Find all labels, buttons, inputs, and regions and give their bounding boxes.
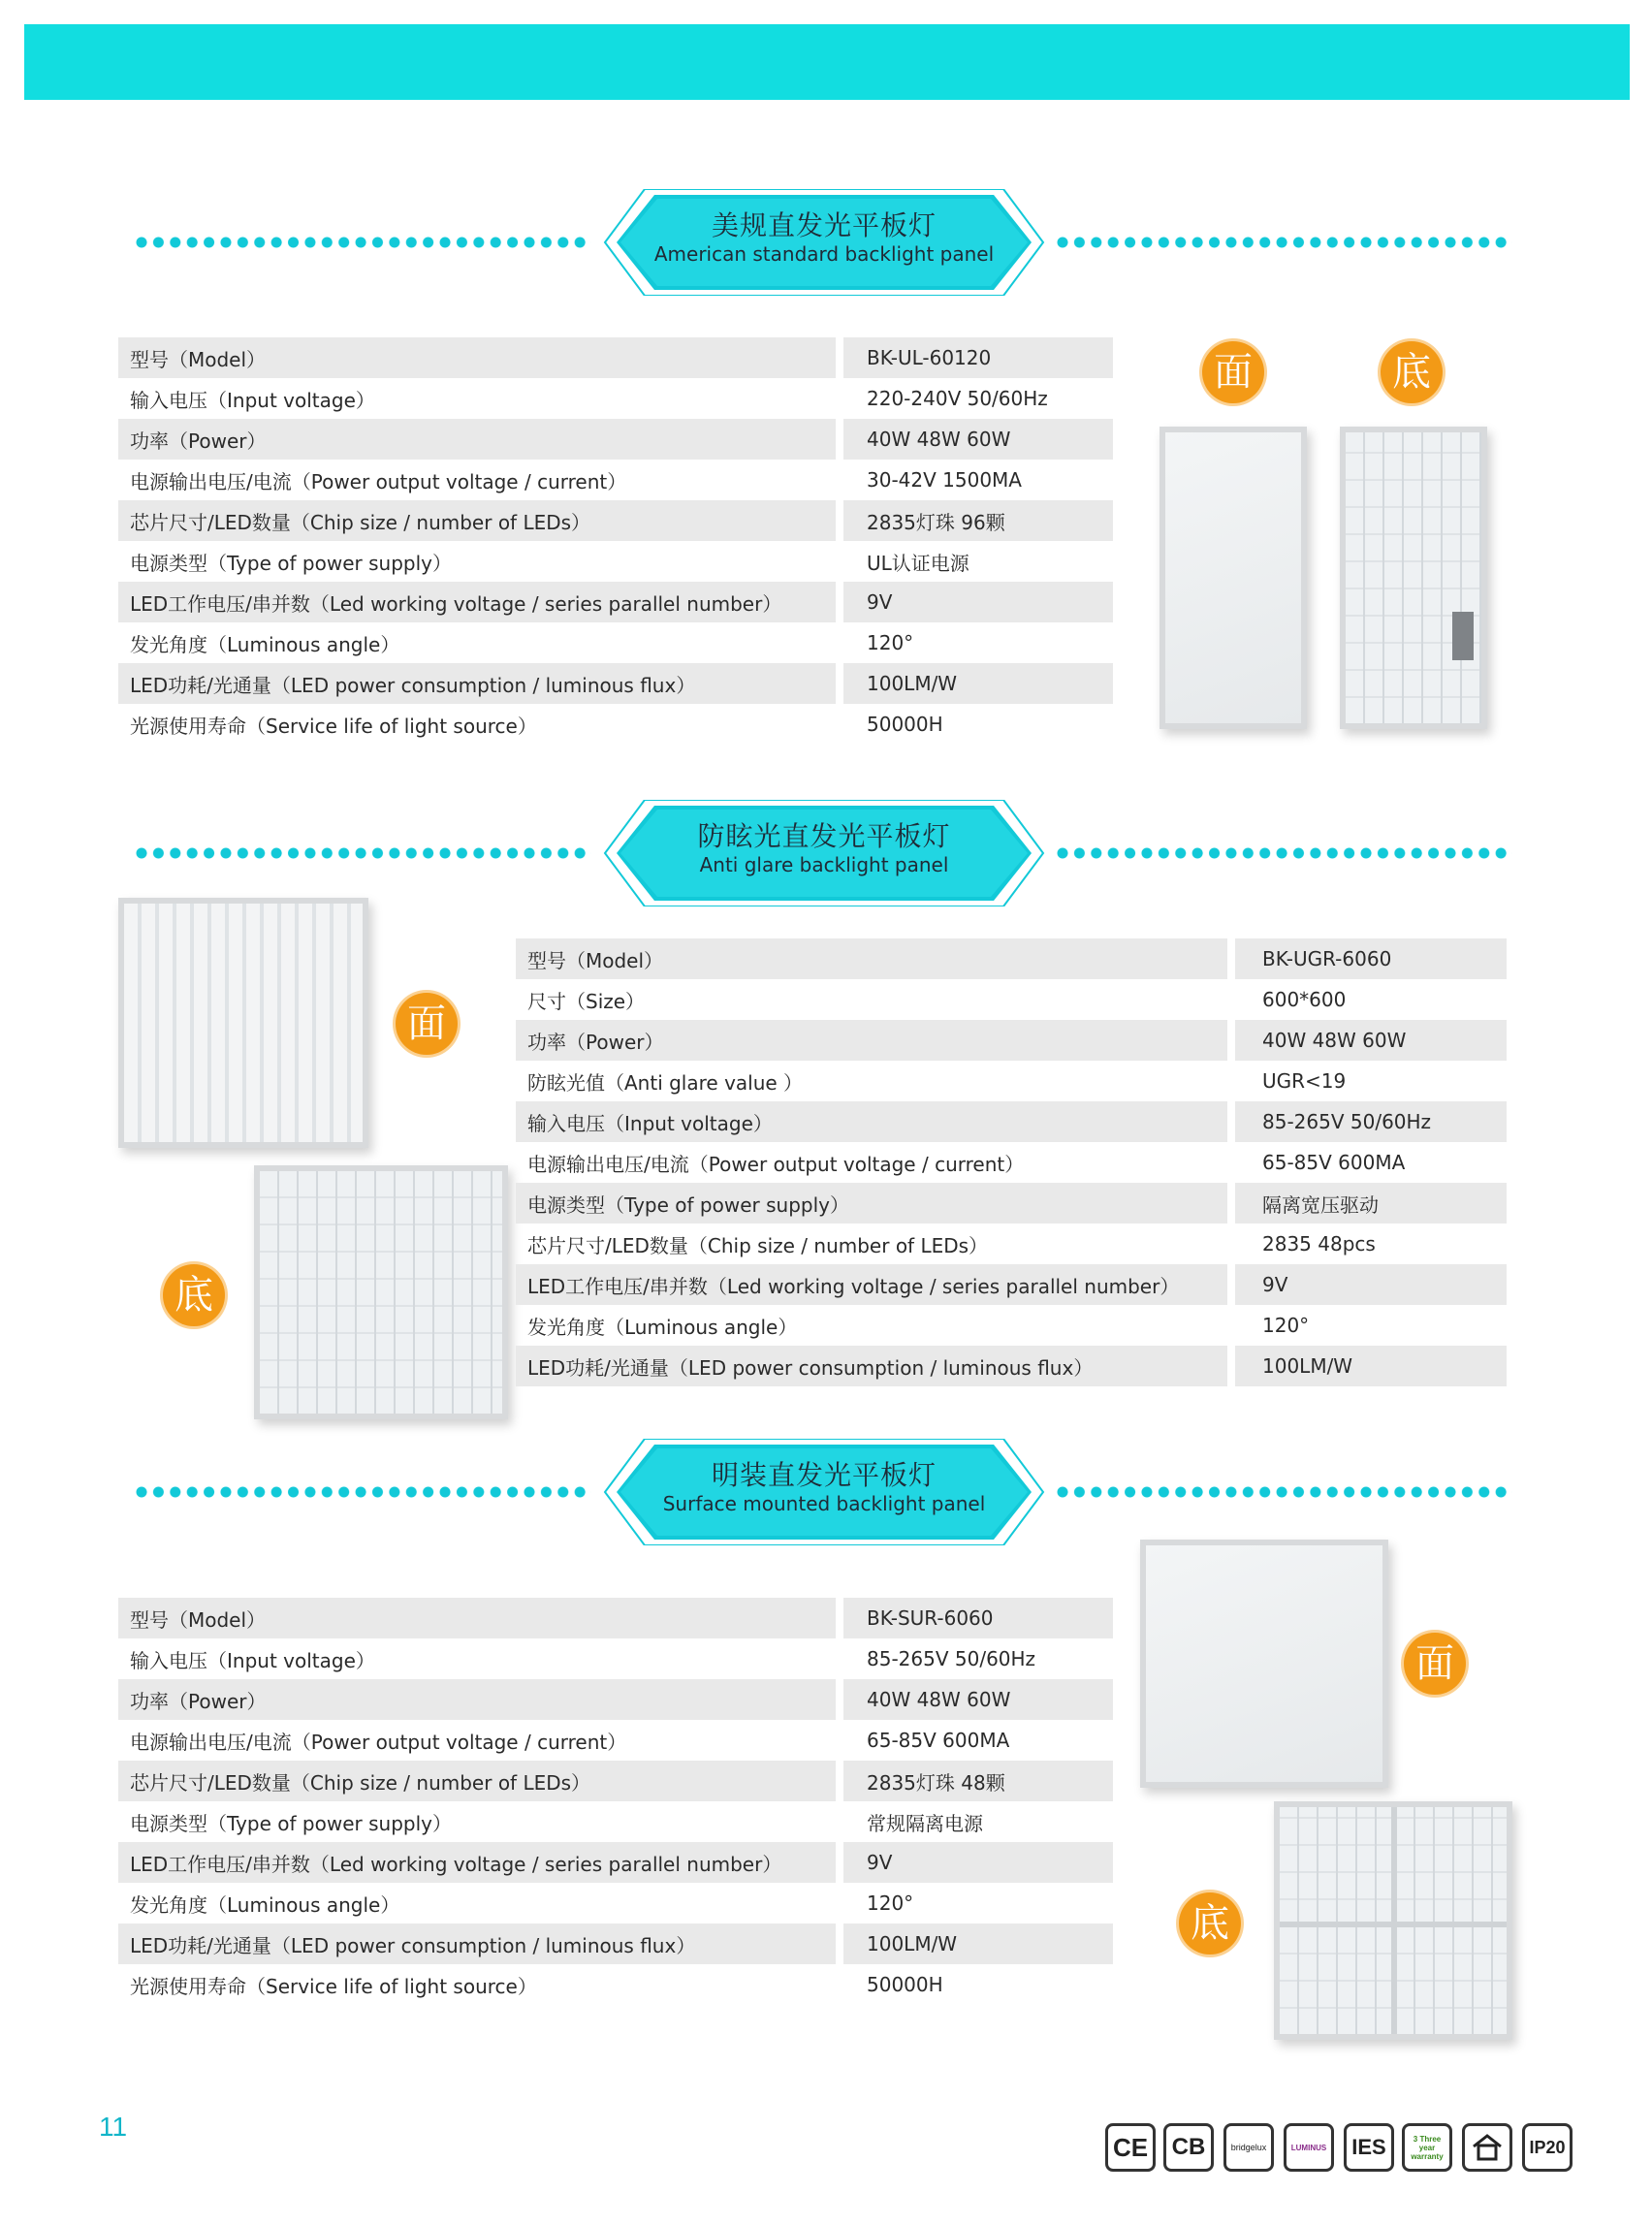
spec-row — [118, 378, 1113, 419]
spec-row — [118, 1720, 1113, 1761]
front-badge: 面 — [1202, 341, 1264, 403]
spec-value: 隔离宽压驱动 — [1235, 1183, 1507, 1224]
spec-label: 发光角度（Luminous angle） — [130, 632, 400, 656]
spec-row — [516, 979, 1507, 1020]
spec-row — [118, 1923, 1113, 1964]
spec-label: 电源输出电压/电流（Power output voltage / current） — [130, 469, 627, 493]
section-title-en: Anti glare backlight panel — [699, 853, 949, 876]
driver-box — [1452, 612, 1474, 660]
spec-row — [118, 704, 1113, 745]
spec-row — [118, 1761, 1113, 1801]
section-title-cn: 美规直发光平板灯 — [711, 209, 937, 241]
spec-row — [516, 1305, 1507, 1346]
dotted-rule-right — [1057, 237, 1512, 248]
spec-label: 芯片尺寸/LED数量（Chip size / number of LEDs） — [527, 1233, 989, 1257]
spec-row — [516, 1061, 1507, 1101]
spec-label: 光源使用寿命（Service life of light source） — [130, 1974, 537, 1998]
spec-value: 40W 48W 60W — [843, 419, 1113, 460]
spec-label: LED功耗/光通量（LED power consumption / luminous flux） — [118, 663, 836, 704]
spec-row — [516, 938, 1507, 979]
spec-row — [118, 541, 1113, 582]
spec-value: 100LM/W — [843, 1923, 1113, 1964]
spec-label: 防眩光值（Anti glare value ） — [527, 1070, 804, 1095]
spec-value: 2835 48pcs — [1262, 1232, 1376, 1256]
spec-value: 600*600 — [1262, 988, 1347, 1011]
spec-value: 2835灯珠 96颗 — [843, 500, 1113, 541]
spec-label: LED工作电压/串并数（Led working voltage / series parallel number） — [516, 1264, 1227, 1305]
spec-value: BK-UL-60120 — [843, 337, 1113, 378]
spec-label: LED工作电压/串并数（Led working voltage / series parallel number） — [118, 1842, 836, 1883]
panel-divider — [1391, 1807, 1397, 2034]
spec-value: BK-SUR-6060 — [843, 1598, 1113, 1638]
spec-value: 30-42V 1500MA — [867, 468, 1022, 492]
dotted-rule-left — [136, 847, 591, 859]
spec-table — [508, 938, 1514, 1386]
spec-value: 50000H — [867, 713, 943, 736]
spec-value: 2835灯珠 48颗 — [843, 1761, 1113, 1801]
spec-row — [516, 1183, 1507, 1224]
spec-value: 120° — [1262, 1314, 1310, 1337]
spec-row — [118, 1801, 1113, 1842]
dotted-rule-right — [1057, 1486, 1512, 1498]
spec-value: 85-265V 50/60Hz — [1235, 1101, 1507, 1142]
spec-label: 功率（Power） — [516, 1020, 1227, 1061]
spec-value: 220-240V 50/60Hz — [867, 387, 1048, 410]
spec-label: 输入电压（Input voltage） — [130, 1648, 375, 1672]
cb-certification-icon: CB — [1163, 2123, 1214, 2172]
section-title-en: Surface mounted backlight panel — [662, 1492, 986, 1515]
warranty-icon: 3 Three year warranty — [1402, 2123, 1452, 2172]
spec-label: 型号（Model） — [118, 1598, 836, 1638]
ip20-rating-icon: IP20 — [1522, 2123, 1573, 2172]
spec-table — [111, 1598, 1121, 2005]
spec-row — [118, 622, 1113, 663]
panel-front-image — [1160, 427, 1307, 729]
dotted-rule-left — [136, 237, 591, 248]
spec-row — [118, 419, 1113, 460]
spec-label: 尺寸（Size） — [527, 989, 646, 1013]
luminus-logo-icon: LUMINUS — [1284, 2123, 1334, 2172]
spec-value: 65-85V 600MA — [867, 1729, 1010, 1752]
spec-row — [516, 1264, 1507, 1305]
top-banner — [24, 24, 1630, 100]
section-title-cn: 明装直发光平板灯 — [711, 1459, 937, 1491]
ies-certification-icon: IES — [1344, 2123, 1394, 2172]
section-title-en: American standard backlight panel — [653, 242, 995, 266]
spec-value: 40W 48W 60W — [843, 1679, 1113, 1720]
house-glyph — [1471, 2133, 1504, 2162]
back-badge: 底 — [163, 1264, 225, 1326]
back-badge: 底 — [1179, 1892, 1241, 1955]
spec-label: LED工作电压/串并数（Led working voltage / series parallel number） — [118, 582, 836, 622]
spec-label: 输入电压（Input voltage） — [130, 388, 375, 412]
panel-back-image — [1274, 1801, 1512, 2040]
spec-value: 9V — [843, 582, 1113, 622]
spec-value: BK-UGR-6060 — [1235, 938, 1507, 979]
panel-back-image — [254, 1165, 508, 1419]
back-badge: 底 — [1381, 341, 1443, 403]
section-title-cn: 防眩光直发光平板灯 — [697, 820, 951, 852]
spec-row — [118, 1842, 1113, 1883]
spec-row — [118, 1638, 1113, 1679]
spec-label: LED功耗/光通量（LED power consumption / luminous flux） — [516, 1346, 1227, 1386]
spec-label: 电源类型（Type of power supply） — [130, 1811, 452, 1835]
panel-front-image — [1140, 1540, 1388, 1788]
spec-table — [111, 337, 1121, 745]
front-badge: 面 — [1404, 1633, 1466, 1695]
spec-row — [118, 460, 1113, 500]
spec-label: 发光角度（Luminous angle） — [130, 1892, 400, 1917]
spec-value: 100LM/W — [843, 663, 1113, 704]
spec-value: 120° — [867, 631, 914, 654]
spec-value: 9V — [1235, 1264, 1507, 1305]
spec-label: 芯片尺寸/LED数量（Chip size / number of LEDs） — [118, 1761, 836, 1801]
spec-label: 发光角度（Luminous angle） — [527, 1315, 798, 1339]
dotted-rule-right — [1057, 847, 1512, 859]
spec-label: 电源输出电压/电流（Power output voltage / current） — [130, 1730, 627, 1754]
spec-label: 输入电压（Input voltage） — [516, 1101, 1227, 1142]
spec-row — [118, 1883, 1113, 1923]
spec-label: 电源输出电压/电流（Power output voltage / current） — [527, 1152, 1025, 1176]
spec-label: 型号（Model） — [516, 938, 1227, 979]
spec-row — [118, 1598, 1113, 1638]
spec-value: 120° — [867, 1891, 914, 1915]
spec-value: UL认证电源 — [867, 551, 969, 575]
spec-label: 芯片尺寸/LED数量（Chip size / number of LEDs） — [118, 500, 836, 541]
spec-row — [118, 500, 1113, 541]
spec-label: 电源类型（Type of power supply） — [130, 551, 452, 575]
spec-label: 光源使用寿命（Service life of light source） — [130, 714, 537, 738]
spec-row — [516, 1224, 1507, 1264]
ce-certification-icon: CE — [1105, 2123, 1156, 2172]
panel-front-image — [118, 898, 368, 1148]
section-header — [136, 189, 1512, 296]
spec-label: 电源类型（Type of power supply） — [516, 1183, 1227, 1224]
spec-value: 85-265V 50/60Hz — [867, 1647, 1036, 1670]
spec-value: 65-85V 600MA — [1262, 1151, 1406, 1174]
spec-label: 功率（Power） — [118, 1679, 836, 1720]
section-header — [136, 800, 1512, 906]
spec-row — [516, 1020, 1507, 1061]
spec-value: 常规隔离电源 — [867, 1811, 983, 1835]
spec-row — [118, 663, 1113, 704]
spec-row — [118, 337, 1113, 378]
spec-label: 功率（Power） — [118, 419, 836, 460]
spec-row — [118, 1964, 1113, 2005]
spec-row — [118, 1679, 1113, 1720]
spec-value: 50000H — [867, 1973, 943, 1996]
dotted-rule-left — [136, 1486, 591, 1498]
front-badge: 面 — [396, 993, 458, 1055]
bridgelux-logo-icon: bridgelux — [1223, 2123, 1274, 2172]
panel-back-image — [1340, 427, 1487, 729]
spec-value: 9V — [843, 1842, 1113, 1883]
spec-value: 40W 48W 60W — [1235, 1020, 1507, 1061]
spec-label: LED功耗/光通量（LED power consumption / luminous flux） — [118, 1923, 836, 1964]
spec-row — [516, 1142, 1507, 1183]
section-header — [136, 1439, 1512, 1545]
spec-row — [516, 1346, 1507, 1386]
spec-value: UGR<19 — [1262, 1069, 1347, 1093]
spec-row — [118, 582, 1113, 622]
spec-row — [516, 1101, 1507, 1142]
spec-value: 100LM/W — [1235, 1346, 1507, 1386]
home-icon — [1462, 2123, 1512, 2172]
page-number: 11 — [99, 2112, 128, 2142]
spec-label: 型号（Model） — [118, 337, 836, 378]
